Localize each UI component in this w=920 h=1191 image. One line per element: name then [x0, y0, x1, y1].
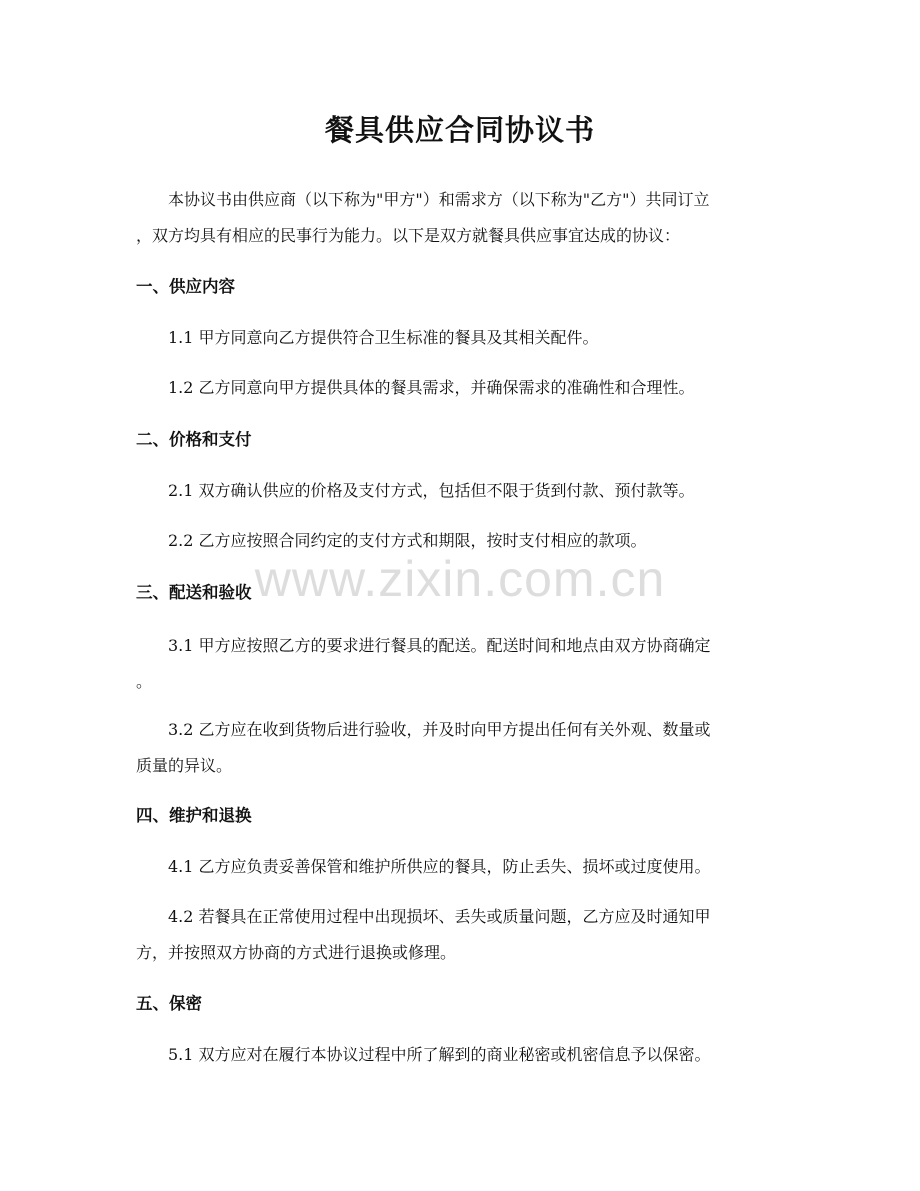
clause-1-1: 1.1 甲方同意向乙方提供符合卫生标准的餐具及其相关配件。 — [168, 328, 599, 347]
clause-3-2: 3.2 乙方应在收到货物后进行验收，并及时向甲方提出任何有关外观、数量或 质量的异议。 — [136, 720, 711, 775]
clause-1-2: 1.2 乙方同意向甲方提供具体的餐具需求，并确保需求的准确性和合理性。 — [168, 378, 695, 397]
document-title: 餐具供应合同协议书 — [324, 113, 595, 147]
section-heading-price-payment: 二、价格和支付 — [136, 430, 252, 449]
clause-4-1: 4.1 乙方应负责妥善保管和维护所供应的餐具，防止丢失、损坏或过度使用。 — [168, 857, 711, 876]
watermark-text: www.zixin.com.cn — [254, 551, 666, 607]
clause-4-2: 4.2 若餐具在正常使用过程中出现损坏、丢失或质量问题，乙方应及时通知甲 方，并按照双方协商的方式进行退换或修理。 — [136, 907, 711, 962]
section-heading-maintenance: 四、维护和退换 — [136, 806, 252, 825]
section-heading-confidentiality: 五、保密 — [136, 994, 202, 1013]
intro-paragraph: 本协议书由供应商（以下称为"甲方"）和需求方（以下称为"乙方"）共同订立 ，双方均具有相应的民事行为能力。以下是双方就餐具供应事宜达成的协议： — [136, 190, 710, 245]
clause-3-1: 3.1 甲方应按照乙方的要求进行餐具的配送。配送时间和地点由双方协商确定 。 — [136, 636, 711, 691]
clause-2-1: 2.1 双方确认供应的价格及支付方式，包括但不限于货到付款、预付款等。 — [168, 481, 695, 500]
clause-5-1: 5.1 双方应对在履行本协议过程中所了解到的商业秘密或机密信息予以保密。 — [168, 1045, 711, 1064]
clause-2-2: 2.2 乙方应按照合同约定的支付方式和期限，按时支付相应的款项。 — [168, 531, 647, 550]
section-heading-delivery: 三、配送和验收 — [136, 583, 252, 602]
section-heading-supply: 一、供应内容 — [136, 277, 235, 296]
